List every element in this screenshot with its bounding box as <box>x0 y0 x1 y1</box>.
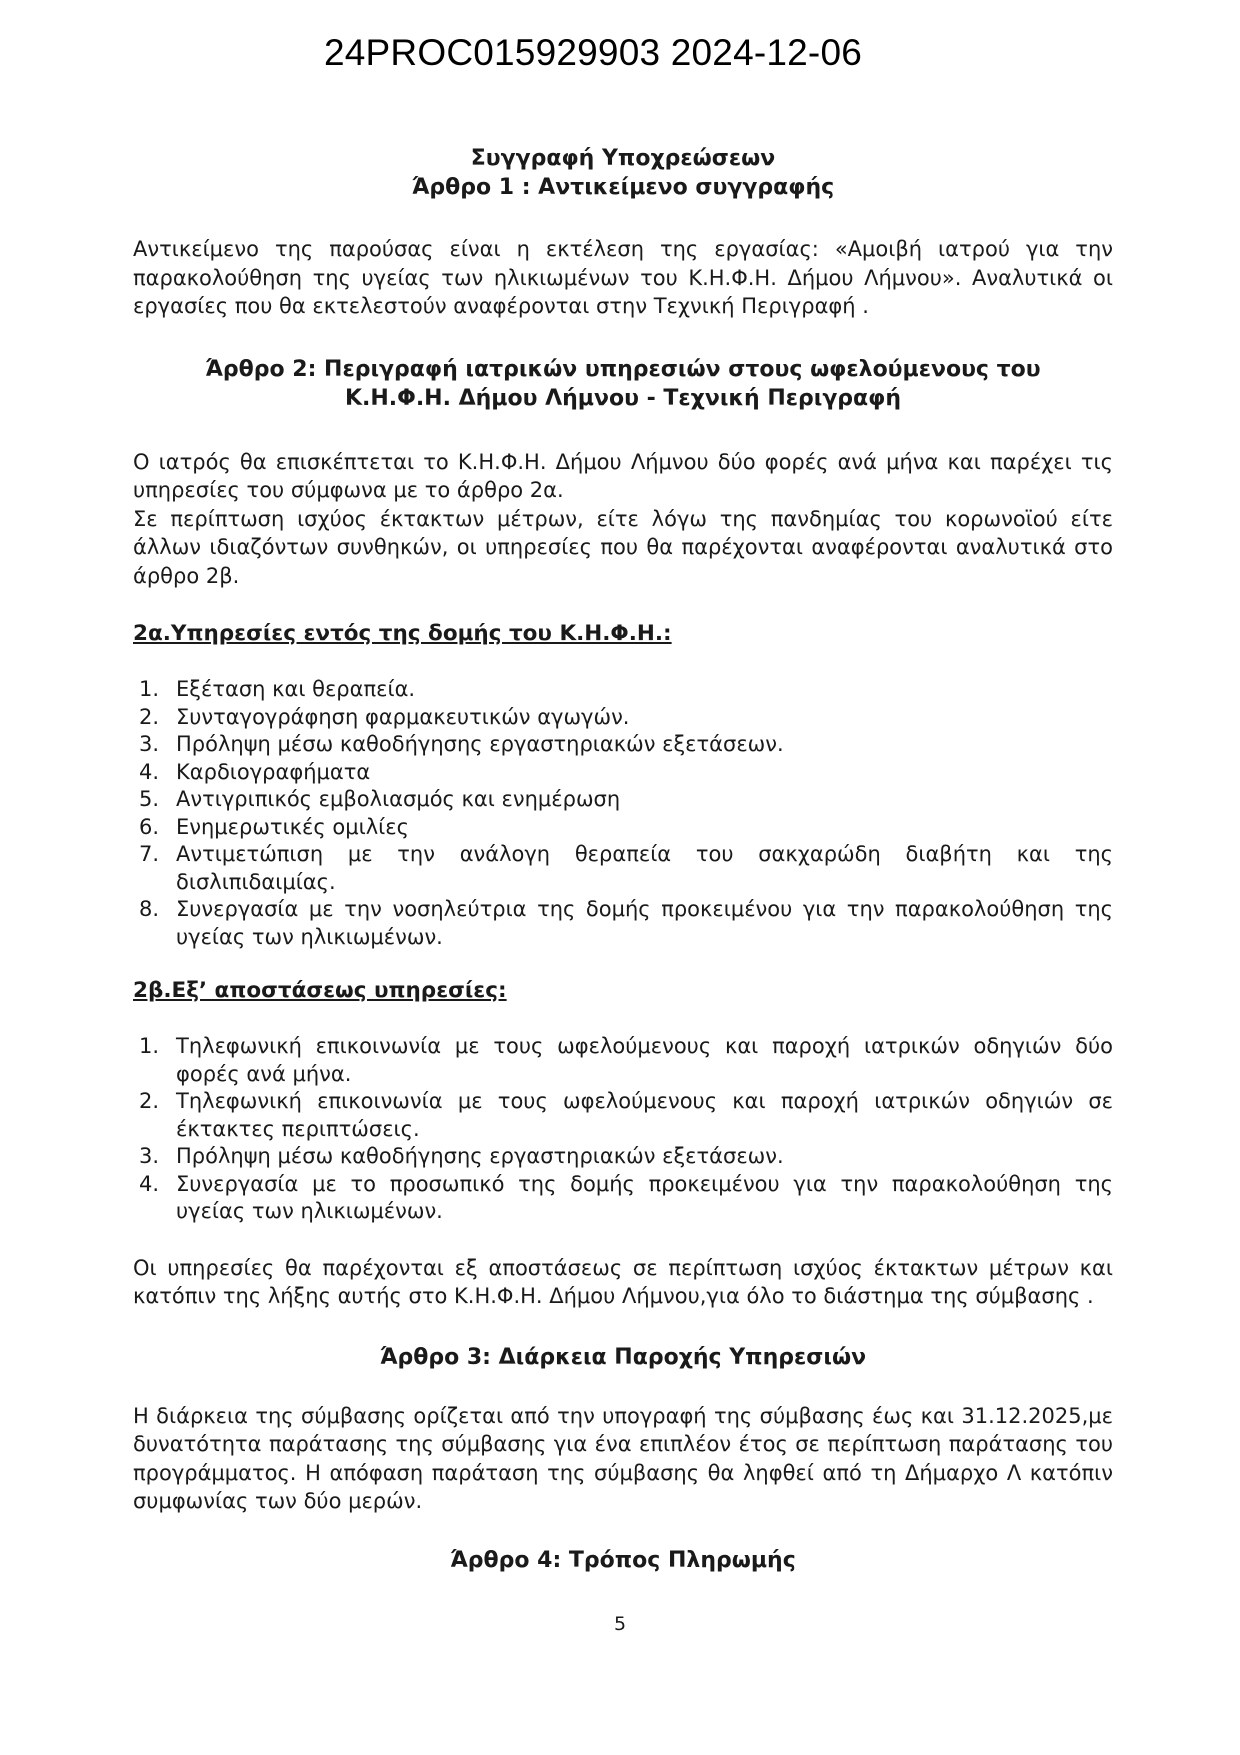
list-item: 8. Συνεργασία με την νοσηλεύτρια της δομής προκειμένου για την παρακολούθηση της υγείας των ηλικιωμένων. <box>139 897 1113 949</box>
article2-paragraph-1: Ο ιατρός θα επισκέπτεται το Κ.Η.Φ.Η. Δήμου Λήμνου δύο φορές ανά μήνα και παρέχει τις υπηρεσίες του σύμφωνα με το άρθρο 2α. <box>133 449 1113 502</box>
article2-heading-line2: Κ.Η.Φ.Η. Δήμου Λήμνου - Τεχνική Περιγραφή <box>344 385 902 411</box>
section-2b-list <box>133 1033 1113 1226</box>
list-item: 3. Πρόληψη μέσω καθοδήγησης εργαστηριακών εξετάσεων. <box>139 1144 784 1168</box>
list-item: 2. Τηλεφωνική επικοινωνία με τους ωφελούμενους και παροχή ιατρικών οδηγιών σε έκτακτες περιπτώσεις. <box>139 1089 1113 1141</box>
section-2a-heading: 2α.Υπηρεσίες εντός της δομής του Κ.Η.Φ.Η.: <box>133 621 672 646</box>
list-item: 1. Τηλεφωνική επικοινωνία με τους ωφελούμενους και παροχή ιατρικών οδηγιών δύο φορές ανά μήνα. <box>139 1034 1113 1086</box>
page-number: 5 <box>613 1613 627 1635</box>
list-item: 7. Αντιμετώπιση με την ανάλογη θεραπεία του σακχαρώδη διαβήτη και της δισλιπιδαιμίας. <box>139 842 1113 894</box>
list-item: 4. Καρδιογραφήματα <box>139 759 371 784</box>
list-item: 6. Ενημερωτικές ομιλίες <box>139 814 409 839</box>
document-body <box>133 144 1113 1575</box>
article3-text: Η διάρκεια της σύμβασης ορίζεται από την υπογραφή της σύμβασης έως και 31.12.2025,με δυνατότητα παράτασης της σύμβασης για ένα επιπλέον έτος σε περίπτωση παράτασης του προγράμματος. Η απόφαση παράταση της σύμβασης θα ληφθεί από τη Δήμαρχο Λ κατόπιν συμφωνίας των δύο μερών. <box>133 1403 1113 1513</box>
list-item: 4. Συνεργασία με το προσωπικό της δομής προκειμένου για την παρακολούθηση της υγείας των ηλικιωμένων. <box>139 1171 1113 1223</box>
article2-heading-line1: Άρθρο 2: Περιγραφή ιατρικών υπηρεσιών στους ωφελούμενους του <box>205 356 1041 382</box>
article3-heading: Άρθρο 3: Διάρκεια Παροχής Υπηρεσιών <box>379 1344 867 1370</box>
article2-paragraph-2: Σε περίπτωση ισχύος έκτακτων μέτρων, είτε λόγω της πανδημίας του κορωνοϊού είτε άλλων ιδιαζόντων συνθηκών, οι υπηρεσίες που θα παρέχονται αναφέρονται αναλυτικά στο άρθρο 2β. <box>133 506 1113 588</box>
list-item: 1. Εξέταση και θεραπεία. <box>139 677 416 701</box>
list-item: 2. Συνταγογράφηση φαρμακευτικών αγωγών. <box>139 704 630 729</box>
section-2a-list <box>133 676 1113 951</box>
article1-heading: Άρθρο 1 : Αντικείμενο συγγραφής <box>411 175 835 200</box>
document-id-stamp: 24PROC015929903 2024-12-06 <box>324 32 862 73</box>
list-item: 5. Αντιγριπικός εμβολιασμός και ενημέρωση <box>139 787 621 811</box>
section-2b-heading: 2β.Εξ’ αποστάσεως υπηρεσίες: <box>133 978 507 1003</box>
document-title: Συγγραφή Υποχρεώσεων <box>470 146 776 171</box>
list-item: 3. Πρόληψη μέσω καθοδήγησης εργαστηριακών εξετάσεων. <box>139 732 784 756</box>
article2-closing-paragraph: Οι υπηρεσίες θα παρέχονται εξ αποστάσεως σε περίπτωση ισχύος έκτακτων μέτρων και κατόπιν της λήξης αυτής στο Κ.Η.Φ.Η. Δήμου Λήμνου,για όλο το διάστημα της σύμβασης . <box>133 1255 1113 1308</box>
article1-text: Αντικείμενο της παρούσας είναι η εκτέλεση της εργασίας: «Αμοιβή ιατρού για την παρακολούθηση της υγείας των ηλικιωμένων του Κ.Η.Φ.Η. Δήμου Λήμνου». Αναλυτικά οι εργασίες που θα εκτελεστούν αναφέρονται στην Τεχνική Περιγραφή . <box>133 237 1113 318</box>
article4-heading: Άρθρο 4: Τρόπος Πληρωμής <box>450 1547 796 1573</box>
